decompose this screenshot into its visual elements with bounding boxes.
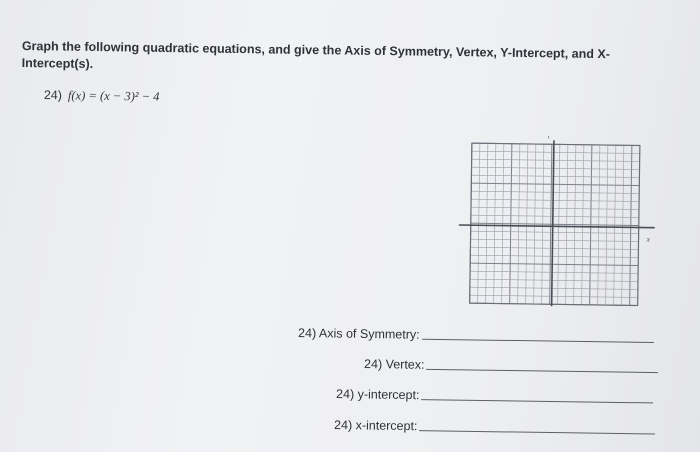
answer-vertex [364, 357, 659, 375]
y-axis-label: Y [545, 135, 552, 141]
answer-label: 24) Vertex: [364, 357, 425, 372]
instructions-text: Graph the following quadratic equations, and give the Axis of Symmetry, Vertex, Y-Intercept, and X-Intercept(s). [21, 38, 611, 71]
answer-blank-vertex[interactable] [426, 369, 658, 373]
problem-number: 24) [43, 88, 63, 103]
answer-blank-axis[interactable] [422, 339, 654, 343]
answer-blank-y-intercept[interactable] [421, 399, 653, 403]
answer-label: 24) x-intercept: [334, 418, 418, 434]
x-axis-label: x [646, 234, 651, 244]
answer-axis-of-symmetry [298, 326, 654, 345]
answer-x-intercept [334, 418, 656, 436]
answer-y-intercept [336, 387, 654, 405]
answer-label: 24) Axis of Symmetry: [298, 326, 420, 342]
problem-equation: f(x) = (x − 3)² − 4 [67, 88, 160, 104]
answer-label: 24) y-intercept: [336, 387, 420, 403]
answer-blank-x-intercept[interactable] [419, 430, 655, 434]
